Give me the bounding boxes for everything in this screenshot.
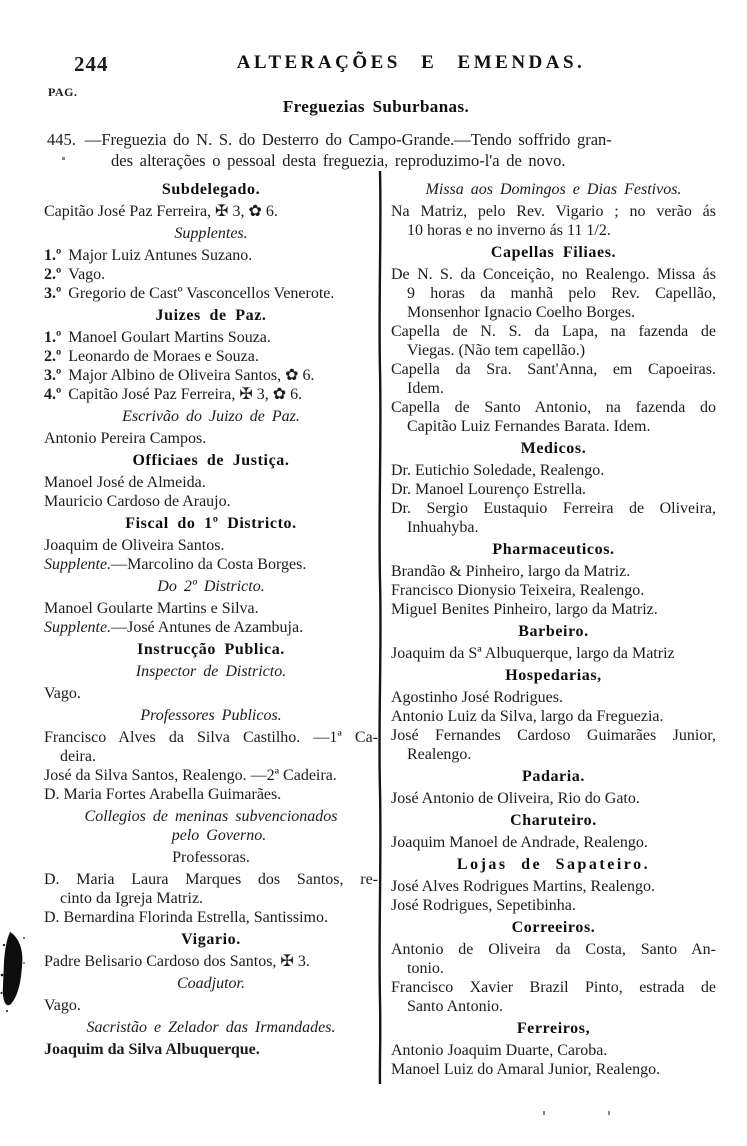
intro-line-1	[47, 129, 711, 150]
text-line: Officiaes de Justiça.	[132, 452, 290, 469]
directory-entry	[44, 366, 378, 385]
directory-entry	[44, 599, 378, 618]
text-line: Antonio Joaquim Duarte, Caroba.	[391, 1042, 608, 1059]
entry-number: 445.	[47, 130, 76, 149]
directory-entry	[391, 499, 716, 537]
text-line: 2.º Vago.	[44, 266, 106, 283]
text-line: Francisco Xavier Brazil Pinto, estrada de	[391, 979, 716, 996]
text-line: Viegas. (Não tem capellão.)	[407, 342, 586, 359]
text-line: Ferreiros,	[516, 1020, 591, 1037]
text-line: Realengo.	[407, 746, 472, 763]
section-heading	[391, 666, 716, 685]
directory-entry	[44, 202, 378, 221]
text-line: Instrucção Publica.	[137, 641, 285, 658]
text-line: Supplentes.	[174, 225, 248, 242]
text-line: Capellas Filiaes.	[490, 244, 617, 261]
text-line: Medicos.	[520, 440, 587, 457]
ink-blot	[0, 925, 30, 1020]
text-line: 1.º Major Luiz Antunes Suzano.	[44, 247, 253, 264]
directory-entry	[44, 908, 378, 927]
directory-entry	[44, 284, 378, 303]
directory-entry	[391, 833, 716, 852]
section-heading	[44, 662, 378, 681]
directory-entry	[44, 766, 378, 785]
section-heading	[391, 811, 716, 830]
text-line: José Rodrigues, Sepetibinha.	[391, 897, 576, 914]
text-line: 3.º Gregorio de Castº Vasconcellos Venerote.	[44, 285, 335, 302]
text-line: D. Maria Fortes Arabella Guimarães.	[44, 786, 282, 803]
intro-text-1: —Freguezia do N. S. do Desterro do Campo-Grande.—Tendo soffrido gran-	[84, 130, 612, 149]
text-line: D. Bernardina Florinda Estrella, Santissimo.	[44, 909, 328, 926]
text-line: 4.º Capitão José Paz Ferreira, ✠ 3, ✿ 6.	[44, 386, 303, 403]
text-line: Charuteiro.	[510, 812, 597, 829]
directory-entry	[44, 1040, 378, 1059]
text-line: 10 horas e no inverno ás 11 1/2.	[407, 222, 611, 239]
text-line: 9 horas da manhã pelo Rev. Capellão,	[407, 285, 716, 302]
directory-entry	[391, 600, 716, 619]
section-title: Freguezias Suburbanas.	[282, 97, 470, 116]
section-heading	[391, 439, 716, 458]
text-line: Supplente.—José Antunes de Azambuja.	[44, 619, 304, 636]
text-line: Idem.	[407, 380, 444, 397]
directory-entry	[44, 684, 378, 703]
text-line: Joaquim da Sª Albuquerque, largo da Matriz	[391, 645, 675, 662]
text-line: José Antonio de Oliveira, Rio do Gato.	[391, 790, 640, 807]
intro-line-2: des alterações o pessoal desta freguezia, reproduzimo-l'a de novo.	[111, 151, 566, 170]
scan-speck	[608, 1111, 610, 1115]
directory-entry	[391, 360, 716, 398]
directory-entry	[391, 978, 716, 1016]
directory-entry	[391, 707, 716, 726]
text-line: Capitão Luiz Fernandes Barata. Idem.	[407, 418, 651, 435]
text-line: Professoras.	[172, 849, 250, 866]
text-line: José Fernandes Cardoso Guimarães Junior,	[391, 727, 716, 744]
text-line: Antonio Pereira Campos.	[44, 430, 207, 447]
directory-entry	[391, 461, 716, 480]
text-line: Mauricio Cardoso de Araujo.	[44, 493, 231, 510]
text-line: Capella de N. S. da Lapa, na fazenda de	[391, 323, 716, 340]
text-line: Vago.	[44, 685, 81, 702]
text-line: D. Maria Laura Marques dos Santos, re-	[44, 871, 378, 888]
section-heading	[44, 1018, 378, 1037]
section-heading	[44, 407, 378, 426]
section-heading	[391, 1019, 716, 1038]
text-line: Subdelegado.	[161, 181, 261, 198]
text-line: tonio.	[407, 960, 444, 977]
text-line: Miguel Benites Pinheiro, largo da Matriz.	[391, 601, 658, 618]
section-heading	[391, 180, 716, 199]
text-line: Fiscal do 1º Districto.	[125, 515, 297, 532]
text-line: Do 2º Districto.	[157, 578, 265, 595]
scan-speck	[62, 157, 65, 160]
directory-entry	[44, 246, 378, 265]
section-heading	[44, 577, 378, 596]
directory-entry	[391, 562, 716, 581]
section-heading	[391, 918, 716, 937]
entry-intro	[47, 129, 711, 171]
text-line: Francisco Alves da Silva Castilho. —1ª Ca-	[44, 729, 378, 746]
directory-entry	[44, 492, 378, 511]
text-line: Francisco Dionysio Teixeira, Realengo.	[391, 582, 645, 599]
directory-entry	[391, 581, 716, 600]
section-heading	[44, 224, 378, 243]
text-line: Joaquim Manoel de Andrade, Realengo.	[391, 834, 648, 851]
text-line: Capella de Santo Antonio, na fazenda do	[391, 399, 716, 416]
section-heading	[44, 807, 378, 845]
directory-entry	[391, 1041, 716, 1060]
text-line: Antonio de Oliveira da Costa, Santo An-	[391, 941, 716, 958]
text-line: Padaria.	[521, 768, 586, 785]
text-line: Supplente.—Marcolino da Costa Borges.	[44, 556, 307, 573]
directory-entry	[391, 877, 716, 896]
directory-entry	[44, 429, 378, 448]
text-line: De N. S. da Conceição, no Realengo. Missa ás	[391, 266, 716, 283]
text-line: Lojas de Sapateiro.	[456, 856, 651, 873]
text-line: Santo Antonio.	[407, 998, 504, 1015]
left-column	[44, 177, 378, 1059]
section-heading	[44, 974, 378, 993]
directory-entry	[44, 618, 378, 637]
text-line: Agostinho José Rodrigues.	[391, 689, 563, 706]
text-line: Missa aos Domingos e Dias Festivos.	[425, 181, 682, 198]
text-line: Dr. Manoel Lourenço Estrella.	[391, 481, 587, 498]
text-line: Escrivão do Juizo de Paz.	[122, 408, 300, 425]
text-line: Vigario.	[181, 931, 241, 948]
text-line: Joaquim de Oliveira Santos.	[44, 537, 225, 554]
text-line: José Alves Rodrigues Martins, Realengo.	[391, 878, 655, 895]
page-column-label: PAG.	[48, 85, 78, 99]
directory-entry	[44, 728, 378, 766]
text-line: Manoel José de Almeida.	[44, 474, 206, 491]
section-heading	[44, 706, 378, 725]
directory-entry	[391, 398, 716, 436]
scan-speck	[543, 1111, 545, 1115]
text-line: Hospedarias,	[505, 667, 602, 684]
directory-entry	[391, 726, 716, 764]
directory-entry	[44, 996, 378, 1015]
text-line: Coadjutor.	[176, 975, 245, 992]
directory-entry	[44, 265, 378, 284]
directory-entry	[44, 473, 378, 492]
text-line: pelo Governo.	[171, 827, 267, 844]
right-column	[391, 177, 716, 1079]
text-line: Pharmaceuticos.	[492, 541, 615, 558]
text-line: Na Matriz, pelo Rev. Vigario ; no verão ás	[391, 203, 716, 220]
text-line: Joaquim da Silva Albuquerque.	[44, 1041, 260, 1058]
text-line: 1.º Manoel Goulart Martins Souza.	[44, 329, 271, 346]
directory-entry	[391, 789, 716, 808]
section-heading	[391, 243, 716, 262]
text-line: Barbeiro.	[518, 623, 589, 640]
directory-entry	[44, 347, 378, 366]
text-line: José da Silva Santos, Realengo. —2ª Cadeira.	[44, 767, 337, 784]
text-line: Antonio Luiz da Silva, largo da Freguezia.	[391, 708, 664, 725]
directory-entry	[391, 940, 716, 978]
text-line: deira.	[60, 748, 96, 765]
text-line: Vago.	[44, 997, 81, 1014]
section-heading	[44, 306, 378, 325]
directory-entry	[44, 385, 378, 404]
section-heading	[44, 514, 378, 533]
directory-entry	[44, 870, 378, 908]
running-title: ALTERAÇÕES E EMENDAS.	[236, 52, 586, 73]
text-line: Manoel Luiz do Amaral Junior, Realengo.	[391, 1061, 661, 1078]
text-line: Inhuahyba.	[407, 519, 479, 536]
text-line: Inspector de Districto.	[135, 663, 287, 680]
section-heading	[391, 622, 716, 641]
directory-entry	[44, 328, 378, 347]
directory-entry	[391, 480, 716, 499]
text-line: Juizes de Paz.	[155, 307, 267, 324]
text-line: 2.º Leonardo de Moraes e Souza.	[44, 348, 259, 365]
section-heading	[391, 540, 716, 559]
directory-entry	[44, 536, 378, 555]
directory-entry	[44, 555, 378, 574]
text-line: Padre Belisario Cardoso dos Santos, ✠ 3.	[44, 953, 310, 970]
text-line: Manoel Goularte Martins e Silva.	[44, 600, 259, 617]
text-line: Dr. Sergio Eustaquio Ferreira de Oliveira,	[391, 500, 716, 517]
directory-entry	[391, 688, 716, 707]
directory-entry	[391, 202, 716, 240]
text-line: Sacristão e Zelador das Irmandades.	[86, 1019, 336, 1036]
text-line: Monsenhor Ignacio Coelho Borges.	[407, 304, 636, 321]
text-line: cinto da Igreja Matriz.	[60, 890, 204, 907]
page-number: 244	[74, 52, 109, 76]
section-heading	[391, 767, 716, 786]
section-heading	[44, 848, 378, 867]
text-line: Professores Publicos.	[140, 707, 282, 724]
directory-entry	[391, 644, 716, 663]
directory-entry	[44, 952, 378, 971]
section-heading	[44, 930, 378, 949]
directory-entry	[391, 265, 716, 322]
directory-entry	[391, 322, 716, 360]
section-heading	[44, 451, 378, 470]
text-line: Capitão José Paz Ferreira, ✠ 3, ✿ 6.	[44, 203, 278, 220]
directory-entry	[391, 896, 716, 915]
text-line: Brandão & Pinheiro, largo da Matriz.	[391, 563, 631, 580]
section-heading	[391, 855, 716, 874]
text-line: Capella da Sra. Sant'Anna, em Capoeiras.	[391, 361, 716, 378]
text-line: Dr. Eutichio Soledade, Realengo.	[391, 462, 605, 479]
directory-entry	[391, 1060, 716, 1079]
section-heading	[44, 640, 378, 659]
text-line: Collegios de meninas subvencionados	[84, 808, 338, 825]
directory-entry	[44, 785, 378, 804]
section-heading	[44, 180, 378, 199]
text-line: Correeiros.	[511, 919, 596, 936]
text-line: 3.º Major Albino de Oliveira Santos, ✿ 6.	[44, 367, 315, 384]
